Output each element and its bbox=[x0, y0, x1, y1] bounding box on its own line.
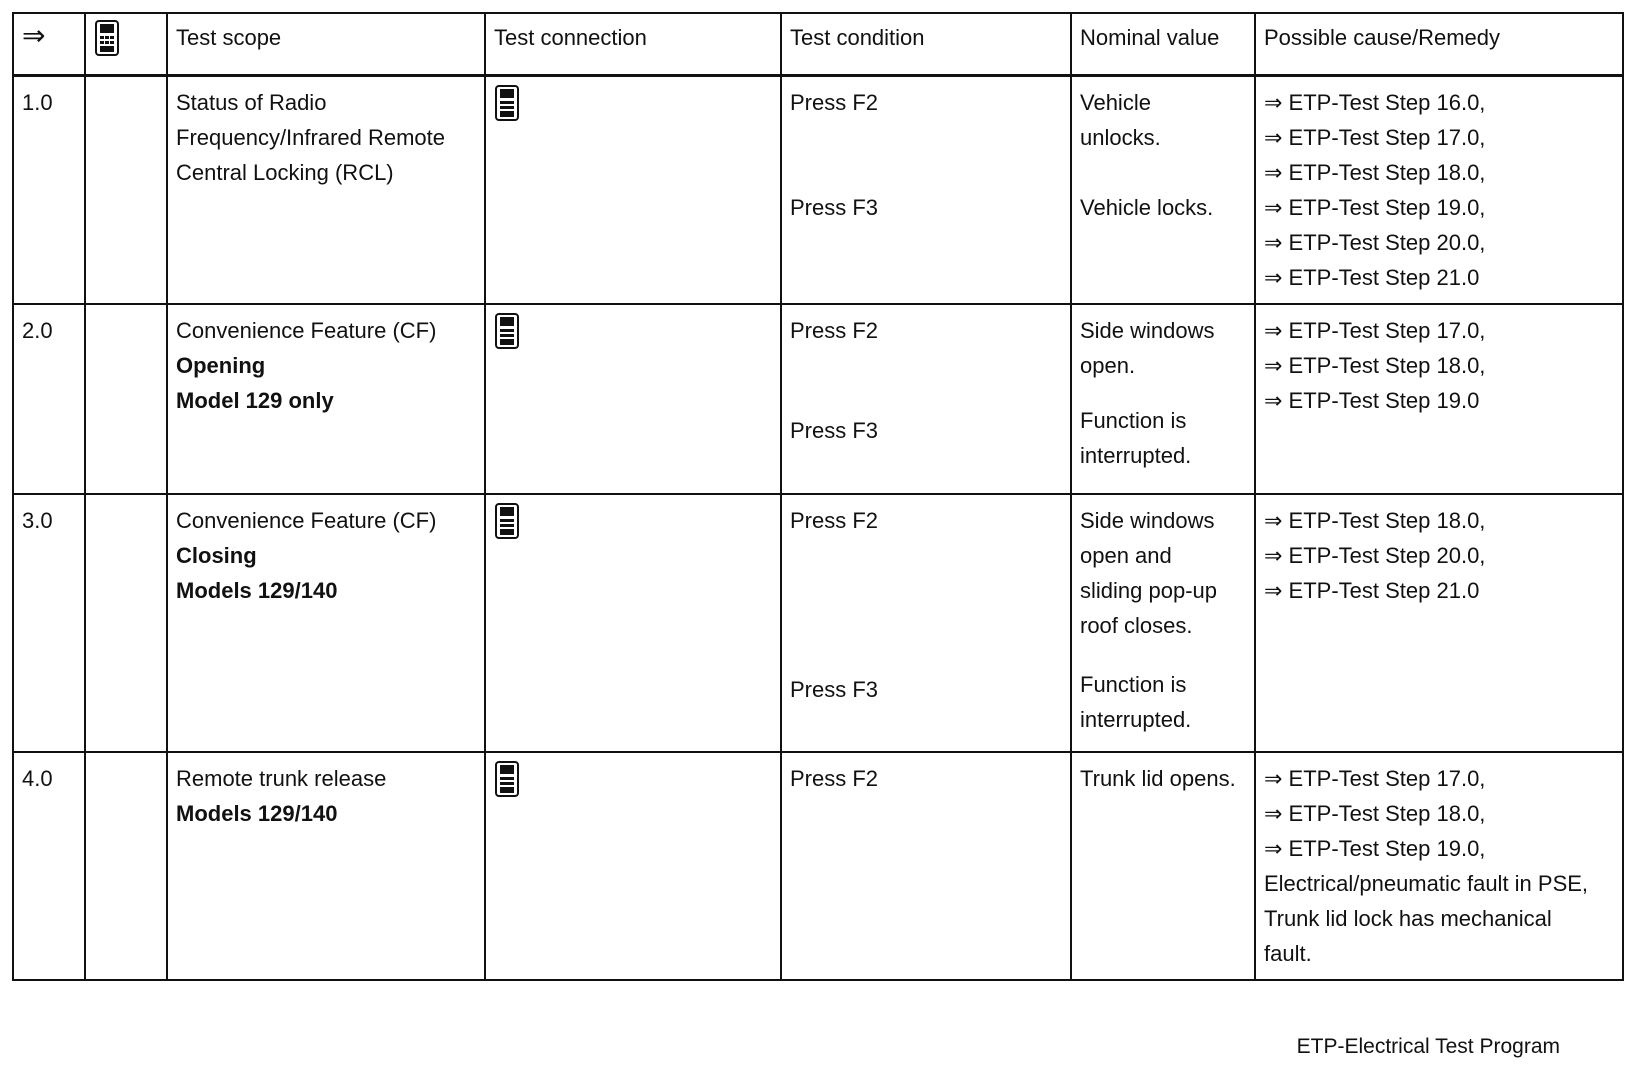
remedy-line: fault. bbox=[1264, 941, 1312, 966]
header-tester bbox=[85, 13, 167, 76]
test-condition-cell bbox=[781, 76, 1071, 305]
condition-f3: Press F3 bbox=[790, 677, 879, 702]
header-test-scope: Test scope bbox=[167, 13, 485, 76]
test-scope-cell bbox=[167, 494, 485, 752]
possible-cause-cell bbox=[1255, 494, 1623, 752]
table-row bbox=[13, 76, 1623, 305]
step-number: 4.0 bbox=[13, 752, 85, 980]
condition-f2: Press F2 bbox=[790, 90, 879, 115]
step-number: 1.0 bbox=[13, 76, 85, 305]
nominal-line: sliding pop-up bbox=[1080, 578, 1217, 603]
tester-icon bbox=[494, 503, 520, 539]
test-connection-cell bbox=[485, 304, 781, 494]
header-test-connection: Test connection bbox=[485, 13, 781, 76]
remedy-line: ⇒ ETP-Test Step 17.0, bbox=[1264, 766, 1486, 791]
table-row bbox=[13, 494, 1623, 752]
empty-cell bbox=[85, 76, 167, 305]
condition-f3: Press F3 bbox=[790, 195, 879, 220]
remedy-line: ⇒ ETP-Test Step 19.0 bbox=[1264, 388, 1480, 413]
scope-line: Frequency/Infrared Remote bbox=[176, 125, 446, 150]
nominal-line: open and bbox=[1080, 543, 1172, 568]
remedy-line: Trunk lid lock has mechanical bbox=[1264, 906, 1552, 931]
nominal-line: Vehicle bbox=[1080, 90, 1151, 115]
possible-cause-cell bbox=[1255, 752, 1623, 980]
test-scope-cell bbox=[167, 76, 485, 305]
nominal-value-cell bbox=[1071, 304, 1255, 494]
header-arrow bbox=[13, 13, 85, 76]
arrow-icon: ⇒ bbox=[22, 20, 46, 51]
empty-cell bbox=[85, 752, 167, 980]
diagnosis-table bbox=[12, 12, 1624, 981]
remedy-line: ⇒ ETP-Test Step 17.0, bbox=[1264, 318, 1486, 343]
nominal-value-cell bbox=[1071, 494, 1255, 752]
test-connection-cell bbox=[485, 494, 781, 752]
condition-f2: Press F2 bbox=[790, 508, 879, 533]
remedy-line: ⇒ ETP-Test Step 21.0 bbox=[1264, 265, 1480, 290]
remedy-line: ⇒ ETP-Test Step 21.0 bbox=[1264, 578, 1480, 603]
remedy-line: ⇒ ETP-Test Step 18.0, bbox=[1264, 801, 1486, 826]
test-connection-cell bbox=[485, 76, 781, 305]
remedy-line: Electrical/pneumatic fault in PSE, bbox=[1264, 871, 1589, 896]
nominal-value-cell bbox=[1071, 752, 1255, 980]
scope-line-bold: Models 129/140 bbox=[176, 578, 338, 603]
table-row bbox=[13, 304, 1623, 494]
scope-line-bold: Closing bbox=[176, 543, 257, 568]
possible-cause-cell bbox=[1255, 76, 1623, 305]
header-possible-cause: Possible cause/Remedy bbox=[1255, 13, 1623, 76]
remedy-line: ⇒ ETP-Test Step 18.0, bbox=[1264, 160, 1486, 185]
scope-line-bold: Model 129 only bbox=[176, 388, 334, 413]
remedy-line: ⇒ ETP-Test Step 17.0, bbox=[1264, 125, 1486, 150]
nominal-value-cell bbox=[1071, 76, 1255, 305]
condition-f2: Press F2 bbox=[790, 766, 879, 791]
tester-icon bbox=[494, 761, 520, 797]
tester-icon bbox=[494, 85, 520, 121]
condition-f3: Press F3 bbox=[790, 418, 879, 443]
scope-line: Remote trunk release bbox=[176, 766, 387, 791]
step-number: 3.0 bbox=[13, 494, 85, 752]
nominal-line: Trunk lid opens. bbox=[1080, 766, 1236, 791]
scope-line: Convenience Feature (CF) bbox=[176, 508, 437, 533]
empty-cell bbox=[85, 304, 167, 494]
nominal-line: Side windows bbox=[1080, 508, 1215, 533]
scope-line: Status of Radio bbox=[176, 90, 327, 115]
nominal-line: unlocks. bbox=[1080, 125, 1161, 150]
remedy-line: ⇒ ETP-Test Step 16.0, bbox=[1264, 90, 1486, 115]
nominal-line: Function is bbox=[1080, 672, 1187, 697]
test-condition-cell bbox=[781, 304, 1071, 494]
remedy-line: ⇒ ETP-Test Step 20.0, bbox=[1264, 543, 1486, 568]
test-scope-cell bbox=[167, 752, 485, 980]
empty-cell bbox=[85, 494, 167, 752]
tester-icon bbox=[94, 20, 120, 56]
scope-line-bold: Models 129/140 bbox=[176, 801, 338, 826]
scope-line: Central Locking (RCL) bbox=[176, 160, 394, 185]
nominal-line: interrupted. bbox=[1080, 707, 1192, 732]
remedy-line: ⇒ ETP-Test Step 20.0, bbox=[1264, 230, 1486, 255]
nominal-line: open. bbox=[1080, 353, 1136, 378]
remedy-line: ⇒ ETP-Test Step 19.0, bbox=[1264, 836, 1486, 861]
step-number: 2.0 bbox=[13, 304, 85, 494]
header-test-condition: Test condition bbox=[781, 13, 1071, 76]
remedy-line: ⇒ ETP-Test Step 18.0, bbox=[1264, 508, 1486, 533]
nominal-line: Function is bbox=[1080, 408, 1187, 433]
nominal-line: Vehicle locks. bbox=[1080, 195, 1214, 220]
nominal-line: interrupted. bbox=[1080, 443, 1192, 468]
test-connection-cell bbox=[485, 752, 781, 980]
remedy-line: ⇒ ETP-Test Step 19.0, bbox=[1264, 195, 1486, 220]
nominal-line: Side windows bbox=[1080, 318, 1215, 343]
condition-f2: Press F2 bbox=[790, 318, 879, 343]
test-scope-cell bbox=[167, 304, 485, 494]
nominal-line: roof closes. bbox=[1080, 613, 1193, 638]
table-header-row bbox=[13, 13, 1623, 76]
remedy-line: ⇒ ETP-Test Step 18.0, bbox=[1264, 353, 1486, 378]
table-row bbox=[13, 752, 1623, 980]
header-nominal-value: Nominal value bbox=[1071, 13, 1255, 76]
tester-icon bbox=[494, 313, 520, 349]
test-condition-cell bbox=[781, 752, 1071, 980]
footer-note: ETP-Electrical Test Program bbox=[1296, 1035, 1560, 1058]
test-condition-cell bbox=[781, 494, 1071, 752]
scope-line-bold: Opening bbox=[176, 353, 266, 378]
possible-cause-cell bbox=[1255, 304, 1623, 494]
scope-line: Convenience Feature (CF) bbox=[176, 318, 437, 343]
